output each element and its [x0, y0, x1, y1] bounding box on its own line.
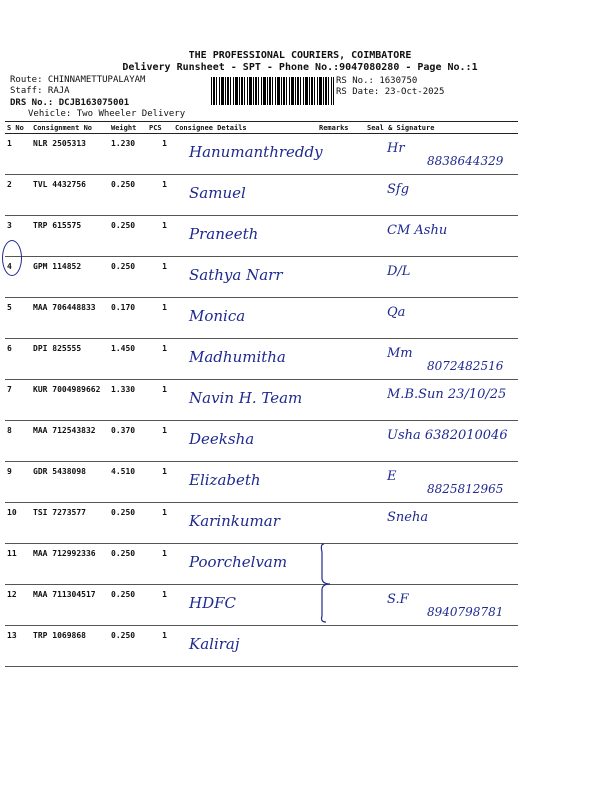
weight-cell: 4.510	[109, 462, 147, 503]
consignee-name: HDFC	[189, 594, 236, 612]
table-row	[5, 462, 518, 503]
table-row	[5, 339, 518, 380]
consignment-cell: GPM 114852	[31, 257, 109, 298]
pcs-cell: 1	[147, 585, 173, 626]
pcs-cell: 1	[147, 339, 173, 380]
consignee-name: Madhumitha	[189, 348, 286, 366]
weight-cell: 0.250	[109, 626, 147, 667]
col-pcs: PCS	[147, 122, 173, 134]
handwritten-circle	[2, 240, 22, 276]
pcs-cell: 1	[147, 503, 173, 544]
sno-cell: 1	[5, 134, 31, 175]
consignee-cell	[173, 544, 317, 585]
signature-text: M.B.Sun 23/10/25	[387, 387, 507, 402]
remarks-cell	[317, 134, 365, 175]
route-label: Route: CHINNAMETTUPALAYAM	[10, 75, 146, 85]
weight-cell: 1.450	[109, 339, 147, 380]
remarks-cell	[317, 503, 365, 544]
sno-cell: 2	[5, 175, 31, 216]
weight-cell: 0.250	[109, 175, 147, 216]
table-row	[5, 544, 518, 585]
table-row	[5, 175, 518, 216]
pcs-cell: 1	[147, 175, 173, 216]
consignment-cell: TRP 1069868	[31, 626, 109, 667]
sno-cell: 10	[5, 503, 31, 544]
consignee-cell	[173, 175, 317, 216]
weight-cell: 1.230	[109, 134, 147, 175]
drs-label: DRS No.: DCJB163075001	[10, 98, 130, 108]
col-sno: S No	[5, 122, 31, 134]
consignee-cell	[173, 216, 317, 257]
consignee-name: Samuel	[189, 184, 246, 202]
remarks-cell	[317, 216, 365, 257]
weight-cell: 0.170	[109, 298, 147, 339]
col-weight: Weight	[109, 122, 147, 134]
sno-cell: 8	[5, 421, 31, 462]
company-title: THE PROFESSIONAL COURIERS, COIMBATORE	[188, 50, 412, 61]
signature-text: E	[387, 469, 397, 484]
table-row	[5, 298, 518, 339]
signature-cell	[365, 421, 518, 462]
remarks-cell	[317, 462, 365, 503]
table-row	[5, 503, 518, 544]
signature-phone: 8940798781	[427, 605, 504, 619]
consignee-cell	[173, 462, 317, 503]
vehicle-label: Vehicle: Two Wheeler Delivery	[28, 109, 186, 119]
consignee-name: Elizabeth	[189, 471, 261, 489]
consignment-cell: MAA 712543832	[31, 421, 109, 462]
pcs-cell: 1	[147, 298, 173, 339]
remarks-cell	[317, 339, 365, 380]
consignee-cell	[173, 421, 317, 462]
table-row	[5, 421, 518, 462]
sno-cell: 5	[5, 298, 31, 339]
remarks-cell	[317, 257, 365, 298]
remarks-cell	[317, 626, 365, 667]
signature-cell	[365, 462, 518, 503]
consignee-cell	[173, 503, 317, 544]
signature-cell	[365, 175, 518, 216]
signature-text: Mm	[387, 346, 413, 361]
handwritten-bracket	[318, 542, 338, 624]
consignee-cell	[173, 134, 323, 175]
consignment-cell: GDR 5438098	[31, 462, 109, 503]
weight-cell: 1.330	[109, 380, 147, 421]
sno-cell: 7	[5, 380, 31, 421]
table-row	[5, 585, 518, 626]
table-row	[5, 216, 518, 257]
pcs-cell: 1	[147, 380, 173, 421]
pcs-cell: 1	[147, 257, 173, 298]
signature-text: CM Ashu	[387, 223, 448, 238]
pcs-cell: 1	[147, 421, 173, 462]
consignee-name: Deeksha	[189, 430, 255, 448]
pcs-cell: 1	[147, 216, 173, 257]
pcs-cell: 1	[147, 134, 173, 175]
barcode	[211, 77, 334, 105]
weight-cell: 0.250	[109, 585, 147, 626]
signature-cell	[365, 339, 518, 380]
rs-number: RS No.: 1630750	[336, 76, 418, 86]
signature-text: S.F	[387, 592, 409, 607]
signature-cell	[365, 134, 518, 175]
table-header-row	[5, 122, 518, 134]
signature-cell	[365, 257, 518, 298]
col-signature: Seal & Signature	[365, 122, 518, 134]
consignment-cell: TVL 4432756	[31, 175, 109, 216]
pcs-cell: 1	[147, 544, 173, 585]
rs-date: RS Date: 23-Oct-2025	[336, 87, 445, 97]
consignee-name: Karinkumar	[189, 512, 280, 530]
consignee-cell	[173, 380, 317, 421]
sno-cell: 13	[5, 626, 31, 667]
signature-cell	[365, 544, 518, 585]
sno-cell: 12	[5, 585, 31, 626]
table-row	[5, 134, 518, 175]
consignee-cell	[173, 339, 317, 380]
consignee-name: Monica	[189, 307, 246, 325]
consignment-cell: KUR 7004989662	[31, 380, 109, 421]
consignment-cell: TRP 615575	[31, 216, 109, 257]
remarks-cell	[317, 298, 365, 339]
consignment-cell: DPI 825555	[31, 339, 109, 380]
consignee-name: Hanumanthreddy	[189, 143, 323, 161]
consignment-cell: MAA 706448833	[31, 298, 109, 339]
signature-text: D/L	[387, 264, 411, 279]
signature-text: Qa	[387, 305, 406, 320]
table-row	[5, 257, 518, 298]
col-consignment: Consignment No	[31, 122, 109, 134]
sno-cell: 11	[5, 544, 31, 585]
col-remarks: Remarks	[317, 122, 365, 134]
weight-cell: 0.250	[109, 216, 147, 257]
signature-cell	[365, 626, 518, 667]
consignee-name: Praneeth	[189, 225, 259, 243]
consignee-name: Navin H. Team	[189, 389, 303, 407]
consignee-name: Kaliraj	[189, 635, 240, 653]
pcs-cell: 1	[147, 626, 173, 667]
signature-cell	[365, 298, 518, 339]
remarks-cell	[317, 380, 365, 421]
signature-cell	[365, 503, 518, 544]
pcs-cell: 1	[147, 462, 173, 503]
signature-phone: 8838644329	[427, 154, 504, 168]
consignment-cell: MAA 712992336	[31, 544, 109, 585]
weight-cell: 0.250	[109, 544, 147, 585]
table-row	[5, 380, 518, 421]
table-row	[5, 626, 518, 667]
runsheet-subtitle: Delivery Runsheet - SPT - Phone No.:9047080280 - Page No.:1	[122, 62, 478, 73]
remarks-cell	[317, 421, 365, 462]
signature-text: Usha 6382010046	[387, 428, 508, 443]
col-consignee: Consignee Details	[173, 122, 317, 134]
signature-phone: 8072482516	[427, 359, 504, 373]
weight-cell: 0.250	[109, 257, 147, 298]
weight-cell: 0.250	[109, 503, 147, 544]
consignee-cell	[173, 626, 317, 667]
consignment-cell: NLR 2505313	[31, 134, 109, 175]
signature-cell	[365, 216, 518, 257]
consignee-cell	[173, 298, 317, 339]
remarks-cell	[317, 175, 365, 216]
consignee-cell	[173, 585, 317, 626]
sno-cell: 6	[5, 339, 31, 380]
signature-cell	[365, 380, 518, 421]
consignee-name: Sathya Narr	[189, 266, 283, 284]
consignment-cell: TSI 7273577	[31, 503, 109, 544]
signature-cell	[365, 585, 518, 626]
consignee-name: Poorchelvam	[189, 553, 288, 571]
signature-phone: 8825812965	[427, 482, 504, 496]
signature-text: Hr	[387, 141, 405, 156]
signature-text: Sfg	[387, 182, 410, 197]
sno-cell: 9	[5, 462, 31, 503]
consignment-cell: MAA 711304517	[31, 585, 109, 626]
sno-cell: 4	[5, 257, 31, 298]
runsheet-table	[5, 121, 518, 667]
staff-label: Staff: RAJA	[10, 86, 70, 96]
weight-cell: 0.370	[109, 421, 147, 462]
consignee-cell	[173, 257, 317, 298]
signature-text: Sneha	[387, 510, 429, 525]
sno-cell: 3	[5, 216, 31, 257]
